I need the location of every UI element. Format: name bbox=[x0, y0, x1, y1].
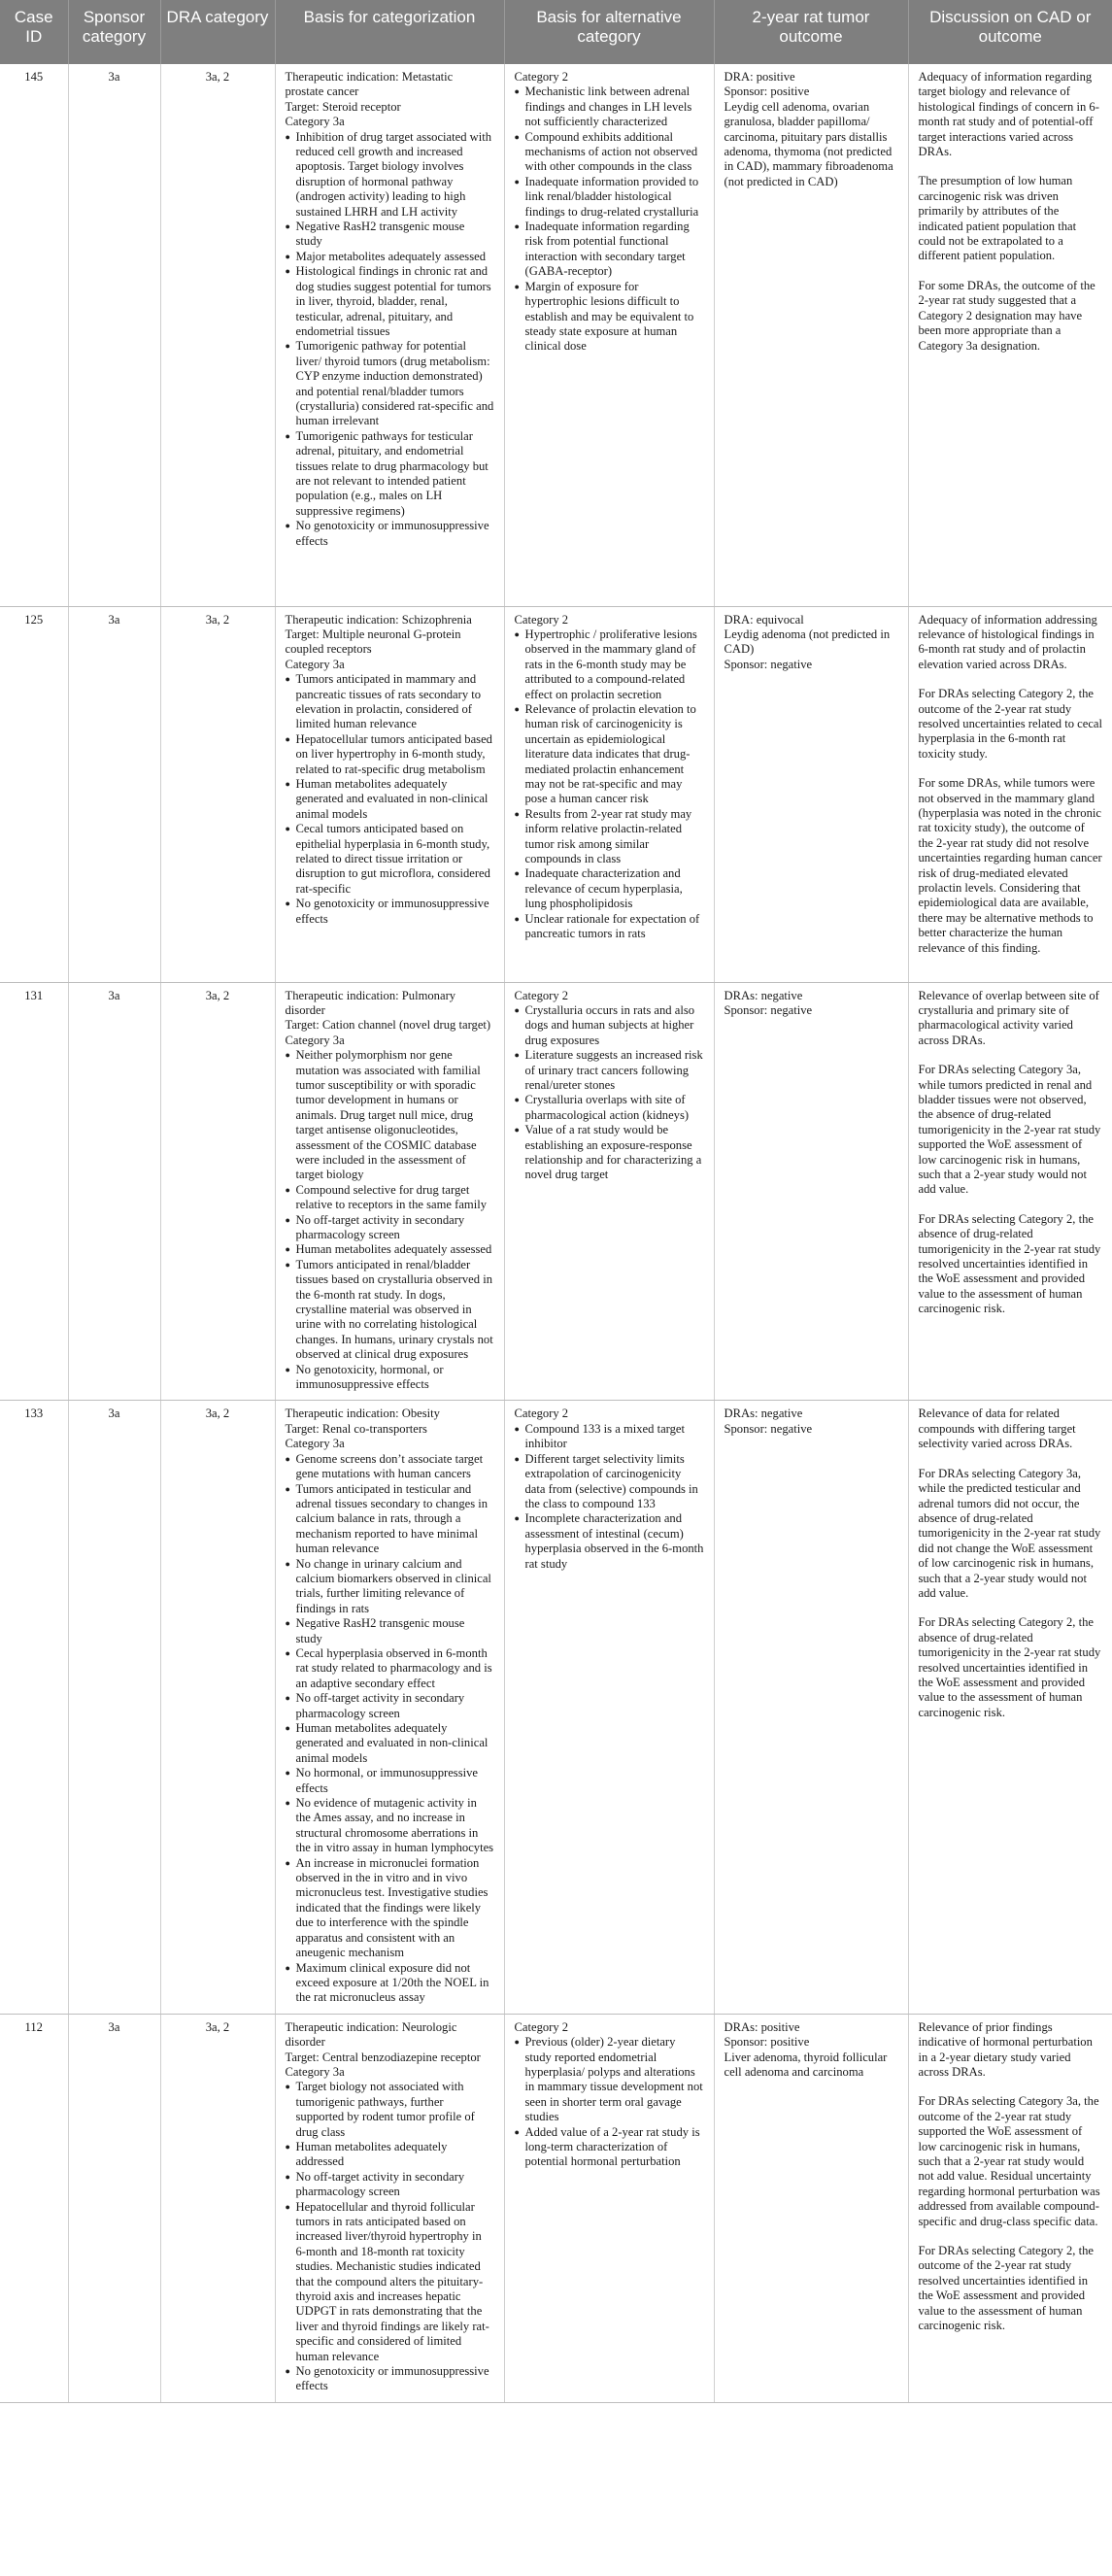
alternative-cell bbox=[504, 1401, 714, 2014]
outcome-line: DRA: positive bbox=[724, 70, 795, 84]
discussion-cell bbox=[908, 2014, 1112, 2402]
case-id-cell: 125 bbox=[0, 606, 68, 982]
header-case-id: Case ID bbox=[0, 0, 68, 64]
basis-heading-line: Target: Multiple neuronal G-protein coupled receptors bbox=[285, 627, 461, 657]
basis-heading-line: Therapeutic indication: Neurologic disorder bbox=[285, 2019, 457, 2050]
alternative-bullet: ● Incomplete characterization and assessment of intestinal (cecum) hyperplasia observed in the 6-month rat study bbox=[515, 1511, 704, 1572]
basis-bullet: ● No genotoxicity, hormonal, or immunosuppressive effects bbox=[286, 1363, 494, 1393]
basis-bullet: ● Major metabolites adequately assessed bbox=[286, 250, 494, 264]
basis-bullet: ● Tumorigenic pathway for potential liver/ thyroid tumors (drug metabolism: CYP enzyme induction demonstrated) and potential renal/bladder tumors (crystalluria) considered rat-specific and human irrelevant bbox=[286, 339, 494, 428]
alternative-cell bbox=[504, 606, 714, 982]
basis-bullet-list bbox=[286, 2080, 494, 2394]
basis-bullet: ● No genotoxicity or immunosuppressive effects bbox=[286, 2364, 494, 2394]
alternative-bullet: ● Hypertrophic / proliferative lesions observed in the mammary gland of rats in the 6-month study may be attributed to a compound-related effect on prolactin secretion bbox=[515, 627, 704, 702]
basis-bullet: ● Tumorigenic pathways for testicular adrenal, pituitary, and endometrial tissues relate to drug pharmacology but are not relevant to intended patient population (e.g., males on LH suppressive regimens) bbox=[286, 429, 494, 519]
outcome-line: DRA: equivocal bbox=[724, 612, 804, 627]
outcome-cell bbox=[714, 982, 908, 1401]
alternative-bullet: ● Mechanistic link between adrenal findings and changes in LH levels not sufficiently characterized bbox=[515, 85, 704, 129]
basis-bullet: ● Cecal tumors anticipated based on epithelial hyperplasia in 6-month study, related to direct tissue irritation or disruption to gut microflora, considered rat-specific bbox=[286, 822, 494, 897]
outcome-cell bbox=[714, 606, 908, 982]
alternative-cell bbox=[504, 64, 714, 606]
basis-bullet: ● No off-target activity in secondary pharmacology screen bbox=[286, 1691, 494, 1721]
alternative-bullet: ● Margin of exposure for hypertrophic lesions difficult to establish and may be equivalent to steady state exposure at human clinical dose bbox=[515, 280, 704, 355]
basis-bullet: ● Tumors anticipated in mammary and pancreatic tissues of rats secondary to elevation in prolactin, considered of limited human relevance bbox=[286, 672, 494, 732]
basis-cell bbox=[275, 1401, 504, 2014]
discussion-paragraph: For some DRAs, the outcome of the 2-year rat study suggested that a Category 2 designation may have been more appropriate than a Category 3a designation. bbox=[918, 278, 1095, 353]
discussion-paragraph: For DRAs selecting Category 2, the outcome of the 2-year rat study resolved uncertainties related to cecal hyperplasia in the 6-month rat toxicity study. bbox=[918, 687, 1103, 761]
basis-bullet: ● No evidence of mutagenic activity in the Ames assay, and no increase in structural chromosome aberrations in the in vitro assay in human lymphocytes bbox=[286, 1796, 494, 1856]
alternative-bullet: ● Crystalluria occurs in rats and also dogs and human subjects at higher drug exposures bbox=[515, 1003, 704, 1048]
discussion-paragraph: For DRAs selecting Category 2, the absence of drug-related tumorigenicity in the 2-year rat study resolved uncertainties identified in the WoE assessment and provided value to the assessment of human carcinogenic risk. bbox=[918, 1615, 1101, 1719]
discussion-paragraph: For some DRAs, while tumors were not observed in the mammary gland (hyperplasia was noted in the chronic rat toxicity study), the outcome of the 2-year rat study did not resolve uncertainties regarding human cancer risk of drug-mediated elevated prolactin levels. Considering that epidemiological data are available, there may be alternative methods to better characterize the human relevance of this finding. bbox=[918, 776, 1102, 955]
sponsor-category-cell: 3a bbox=[68, 64, 160, 606]
discussion-paragraph: For DRAs selecting Category 2, the absence of drug-related tumorigenicity in the 2-year rat study resolved uncertainties identified in the WoE assessment and provided value to the assessment of human carcinogenic risk. bbox=[918, 1211, 1101, 1316]
header-dra-category: DRA category bbox=[160, 0, 275, 64]
sponsor-category-cell: 3a bbox=[68, 2014, 160, 2402]
basis-heading-line: Therapeutic indication: Obesity bbox=[285, 1407, 440, 1421]
alternative-cell bbox=[504, 2014, 714, 2402]
table-row bbox=[0, 606, 1112, 982]
header-rat-tumor-outcome: 2-year rat tumor outcome bbox=[714, 0, 908, 64]
basis-bullet: ● Cecal hyperplasia observed in 6-month rat study related to pharmacology and is an adaptive secondary effect bbox=[286, 1646, 494, 1691]
alternative-bullet: ● Added value of a 2-year rat study is long-term characterization of potential hormonal perturbation bbox=[515, 2125, 704, 2170]
basis-cell bbox=[275, 982, 504, 1401]
basis-heading-line: Category 3a bbox=[285, 1033, 345, 1047]
discussion-cell bbox=[908, 64, 1112, 606]
alternative-bullet-list bbox=[515, 1003, 704, 1183]
discussion-paragraph: Relevance of data for related compounds with differing target selectivity varied across DRAs. bbox=[918, 1407, 1076, 1451]
basis-bullet: ● No off-target activity in secondary pharmacology screen bbox=[286, 2170, 494, 2200]
table-row bbox=[0, 1401, 1112, 2014]
header-basis-alternative: Basis for alternative category bbox=[504, 0, 714, 64]
alternative-bullet: ● Inadequate characterization and relevance of cecum hyperplasia, lung phospholipidosis bbox=[515, 866, 704, 911]
discussion-paragraph: For DRAs selecting Category 2, the outcome of the 2-year rat study resolved uncertainties identified in the WoE assessment and provided value to the assessment of human carcinogenic risk. bbox=[918, 2244, 1094, 2333]
basis-heading-line: Target: Cation channel (novel drug target) bbox=[285, 1018, 491, 1033]
basis-bullet-list bbox=[286, 1452, 494, 2006]
basis-bullet: ● No genotoxicity or immunosuppressive effects bbox=[286, 897, 494, 927]
basis-bullet: ● Negative RasH2 transgenic mouse study bbox=[286, 1616, 494, 1646]
table-row bbox=[0, 2014, 1112, 2402]
alternative-bullet: ● Literature suggests an increased risk of urinary tract cancers following renal/ureter stones bbox=[515, 1048, 704, 1093]
outcome-line: DRAs: negative bbox=[724, 1407, 803, 1421]
discussion-paragraph: Relevance of overlap between site of crystalluria and primary site of pharmacological activity varied across DRAs. bbox=[918, 988, 1099, 1047]
alternative-bullet: ● Compound exhibits additional mechanisms of action not observed with other compounds in the class bbox=[515, 130, 704, 175]
sponsor-category-cell: 3a bbox=[68, 982, 160, 1401]
alternative-cell bbox=[504, 982, 714, 1401]
basis-bullet: ● Target biology not associated with tumorigenic pathways, further supported by rodent tumor profile of drug class bbox=[286, 2080, 494, 2140]
discussion-cell bbox=[908, 1401, 1112, 2014]
discussion-paragraph: For DRAs selecting Category 3a, the outcome of the 2-year rat study supported the WoE assessment of low carcinogenic risk in humans, such that a 2-year rat study would not add value. Residual uncertainty regarding hormonal perturbation was addressed from available compound-specific and drug-class specific data. bbox=[918, 2094, 1100, 2228]
dra-category-cell: 3a, 2 bbox=[160, 1401, 275, 2014]
basis-bullet: ● Genome screens don’t associate target gene mutations with human cancers bbox=[286, 1452, 494, 1482]
alternative-bullet: ● Relevance of prolactin elevation to human risk of carcinogenicity is uncertain as epidemiological literature data indicates that drug-mediated prolactin enhancement may not be rat-specific and may pose a human cancer risk bbox=[515, 702, 704, 807]
table-row bbox=[0, 64, 1112, 606]
basis-bullet: ● Hepatocellular and thyroid follicular tumors in rats anticipated based on increased liver/thyroid hypertrophy in 6-month and 18-month rat toxicity studies. Mechanistic studies indicated that the compound alters the pituitary-thyroid axis and increases hepatic UDPGT in rats demonstrating that the liver and thyroid findings are likely rat-specific and considered of limited human relevance bbox=[286, 2200, 494, 2364]
alternative-bullet: ● Inadequate information provided to link renal/bladder histological findings to drug-related crystalluria bbox=[515, 175, 704, 220]
basis-bullet: ● Inhibition of drug target associated with reduced cell growth and increased apoptosis. Target biology involves disruption of hormonal pathway (androgen activity) leading to high sustained LHRH and LH activity bbox=[286, 130, 494, 220]
basis-heading-line: Category 3a bbox=[285, 2064, 345, 2079]
header-row bbox=[0, 0, 1112, 64]
basis-bullet: ● Neither polymorphism nor gene mutation was associated with familial tumor susceptibility or with sporadic tumor development in humans or animals. Drug target null mice, drug target antisense oligonucleotides, assessment of the COSMIC database were included in the assessment of target biology bbox=[286, 1048, 494, 1183]
outcome-line: DRAs: negative bbox=[724, 988, 803, 1002]
basis-heading-line: Target: Central benzodiazepine receptor bbox=[285, 2050, 481, 2064]
basis-bullet: ● Human metabolites adequately addressed bbox=[286, 2140, 494, 2170]
alternative-bullet: ● Unclear rationale for expectation of pancreatic tumors in rats bbox=[515, 912, 704, 942]
basis-bullet: ● Negative RasH2 transgenic mouse study bbox=[286, 220, 494, 250]
outcome-line: Sponsor: positive bbox=[724, 85, 810, 99]
outcome-line: DRAs: positive bbox=[724, 2019, 800, 2034]
basis-bullet: ● Histological findings in chronic rat and dog studies suggest potential for tumors in liver, thyroid, bladder, renal, testicular, adrenal, pituitary, and endometrial tissues bbox=[286, 264, 494, 339]
outcome-cell bbox=[714, 2014, 908, 2402]
discussion-cell bbox=[908, 982, 1112, 1401]
discussion-paragraph: Adequacy of information regarding target biology and relevance of histological findings of concern in 6-month rat study and of potential-off target interactions varied across DRAs. bbox=[918, 70, 1099, 159]
header-sponsor-category: Sponsor category bbox=[68, 0, 160, 64]
case-id-cell: 133 bbox=[0, 1401, 68, 2014]
basis-bullet: ● No genotoxicity or immunosuppressive effects bbox=[286, 519, 494, 549]
basis-heading-line: Therapeutic indication: Metastatic prostate cancer bbox=[285, 70, 454, 99]
alternative-heading-line: Category 2 bbox=[514, 1407, 569, 1421]
basis-heading-line: Therapeutic indication: Pulmonary disorder bbox=[285, 988, 456, 1017]
basis-heading-line: Category 3a bbox=[285, 115, 345, 129]
basis-bullet-list bbox=[286, 672, 494, 927]
dra-category-cell: 3a, 2 bbox=[160, 982, 275, 1401]
alternative-bullet: ● Previous (older) 2-year dietary study reported endometrial hyperplasia/ polyps and alterations in mammary tissue development not seen in shorter term oral gavage studies bbox=[515, 2035, 704, 2124]
basis-bullet: ● An increase in micronuclei formation observed in the in vitro and in vivo micronucleus test. Investigative studies indicated that the findings were likely due to interference with the spindle apparatus and consistent with an aneugenic mechanism bbox=[286, 1856, 494, 1961]
outcome-line: Sponsor: negative bbox=[724, 657, 813, 671]
sponsor-category-cell: 3a bbox=[68, 1401, 160, 2014]
header-basis-categorization: Basis for categorization bbox=[275, 0, 504, 64]
alternative-heading-line: Category 2 bbox=[514, 2019, 569, 2034]
discussion-paragraph: For DRAs selecting Category 3a, while tumors predicted in renal and bladder tissues were not observed, the absence of drug-related tumorigenicity in the 2-year rat study supported the WoE assessment of low carcinogenic risk in humans, such that a 2-year study would not add value. bbox=[918, 1063, 1101, 1197]
discussion-paragraph: The presumption of low human carcinogenic risk was driven primarily by attributes of the indicated patient population that could not be extrapolated to a different patient population. bbox=[918, 174, 1077, 263]
alternative-bullet-list bbox=[515, 2035, 704, 2170]
basis-cell bbox=[275, 64, 504, 606]
basis-heading-line: Therapeutic indication: Schizophrenia bbox=[285, 612, 472, 627]
basis-bullet: ● Human metabolites adequately assessed bbox=[286, 1242, 494, 1257]
basis-bullet: ● Hepatocellular tumors anticipated based on liver hypertrophy in 6-month study, related to rat-specific drug metabolism bbox=[286, 732, 494, 777]
alternative-bullet: ● Compound 133 is a mixed target inhibitor bbox=[515, 1422, 704, 1452]
outcome-line: Sponsor: negative bbox=[724, 1421, 813, 1436]
outcome-line: Liver adenoma, thyroid follicular cell adenoma and carcinoma bbox=[724, 2050, 888, 2079]
basis-heading-line: Target: Steroid receptor bbox=[285, 99, 401, 114]
outcome-line: Leydig cell adenoma, ovarian granulosa, bladder papilloma/ carcinoma, pituitary pars distallis adenoma, thymoma (not predicted in CAD), mammary fibroadenoma (not predicted in CAD) bbox=[724, 99, 893, 188]
basis-bullet: ● Human metabolites adequately generated and evaluated in non-clinical animal models bbox=[286, 777, 494, 822]
discussion-paragraph: For DRAs selecting Category 3a, while the predicted testicular and adrenal tumors did not occur, the absence of drug-related tumorigenicity in the 2-year rat study did not change the WoE assessment of low carcinogenic risk in humans, such that a 2-year study would not add value. bbox=[918, 1466, 1101, 1600]
dra-category-cell: 3a, 2 bbox=[160, 606, 275, 982]
outcome-line: Leydig adenoma (not predicted in CAD) bbox=[724, 627, 891, 657]
outcome-line: Sponsor: positive bbox=[724, 2035, 810, 2050]
outcome-cell bbox=[714, 1401, 908, 2014]
basis-bullet: ● Maximum clinical exposure did not exceed exposure at 1/20th the NOEL in the rat micronucleus assay bbox=[286, 1961, 494, 2006]
discussion-cell bbox=[908, 606, 1112, 982]
basis-bullet: ● No off-target activity in secondary pharmacology screen bbox=[286, 1213, 494, 1243]
dra-category-cell: 3a, 2 bbox=[160, 64, 275, 606]
case-id-cell: 145 bbox=[0, 64, 68, 606]
outcome-cell bbox=[714, 64, 908, 606]
alternative-bullet: ● Crystalluria overlaps with site of pharmacological action (kidneys) bbox=[515, 1093, 704, 1123]
basis-bullet-list bbox=[286, 130, 494, 549]
table-row bbox=[0, 982, 1112, 1401]
alternative-heading-line: Category 2 bbox=[514, 988, 569, 1002]
basis-bullet-list bbox=[286, 1048, 494, 1392]
basis-cell bbox=[275, 2014, 504, 2402]
alternative-bullet: ● Different target selectivity limits extrapolation of carcinogenicity data from (selective) compounds in the class to compound 133 bbox=[515, 1452, 704, 1512]
alternative-bullet-list bbox=[515, 1422, 704, 1572]
basis-heading-line: Target: Renal co-transporters bbox=[285, 1421, 427, 1436]
alternative-bullet: ● Inadequate information regarding risk from potential functional interaction with secondary target (GABA-receptor) bbox=[515, 220, 704, 280]
dra-category-cell: 3a, 2 bbox=[160, 2014, 275, 2402]
basis-cell bbox=[275, 606, 504, 982]
outcome-line: Sponsor: negative bbox=[724, 1002, 813, 1017]
discussion-paragraph: Relevance of prior findings indicative of hormonal perturbation in a 2-year dietary study varied across DRAs. bbox=[918, 2019, 1093, 2079]
case-id-cell: 112 bbox=[0, 2014, 68, 2402]
basis-bullet: ● Tumors anticipated in testicular and adrenal tissues secondary to changes in calcium balance in rats, through a mechanism reported to have minimal human relevance bbox=[286, 1482, 494, 1557]
basis-bullet: ● No hormonal, or immunosuppressive effects bbox=[286, 1766, 494, 1796]
basis-heading-line: Category 3a bbox=[285, 1437, 345, 1451]
header-discussion: Discussion on CAD or outcome bbox=[908, 0, 1112, 64]
basis-bullet: ● Tumors anticipated in renal/bladder tissues based on crystalluria observed in the 6-month rat study. In dogs, crystalline material was observed in urine with no correlating histological changes. In humans, urinary crystals not observed at clinical drug exposures bbox=[286, 1258, 494, 1363]
basis-bullet: ● No change in urinary calcium and calcium biomarkers observed in clinical trials, further limiting relevance of findings in rats bbox=[286, 1557, 494, 1617]
alternative-bullet: ● Value of a rat study would be establishing an exposure-response relationship and for characterizing a novel drug target bbox=[515, 1123, 704, 1183]
table-body bbox=[0, 64, 1112, 2402]
alternative-bullet-list bbox=[515, 627, 704, 942]
basis-bullet: ● Compound selective for drug target relative to receptors in the same family bbox=[286, 1183, 494, 1213]
basis-heading-line: Category 3a bbox=[285, 657, 345, 671]
basis-bullet: ● Human metabolites adequately generated and evaluated in non-clinical animal models bbox=[286, 1721, 494, 1766]
case-id-cell: 131 bbox=[0, 982, 68, 1401]
alternative-bullet: ● Results from 2-year rat study may inform relative prolactin-related tumor risk among similar compounds in class bbox=[515, 807, 704, 867]
alternative-bullet-list bbox=[515, 85, 704, 354]
discussion-paragraph: Adequacy of information addressing relevance of histological findings in 6-month rat study and of prolactin elevation varied across DRAs. bbox=[918, 612, 1097, 671]
alternative-heading-line: Category 2 bbox=[514, 70, 569, 84]
alternative-heading-line: Category 2 bbox=[514, 612, 569, 627]
sponsor-category-cell: 3a bbox=[68, 606, 160, 982]
